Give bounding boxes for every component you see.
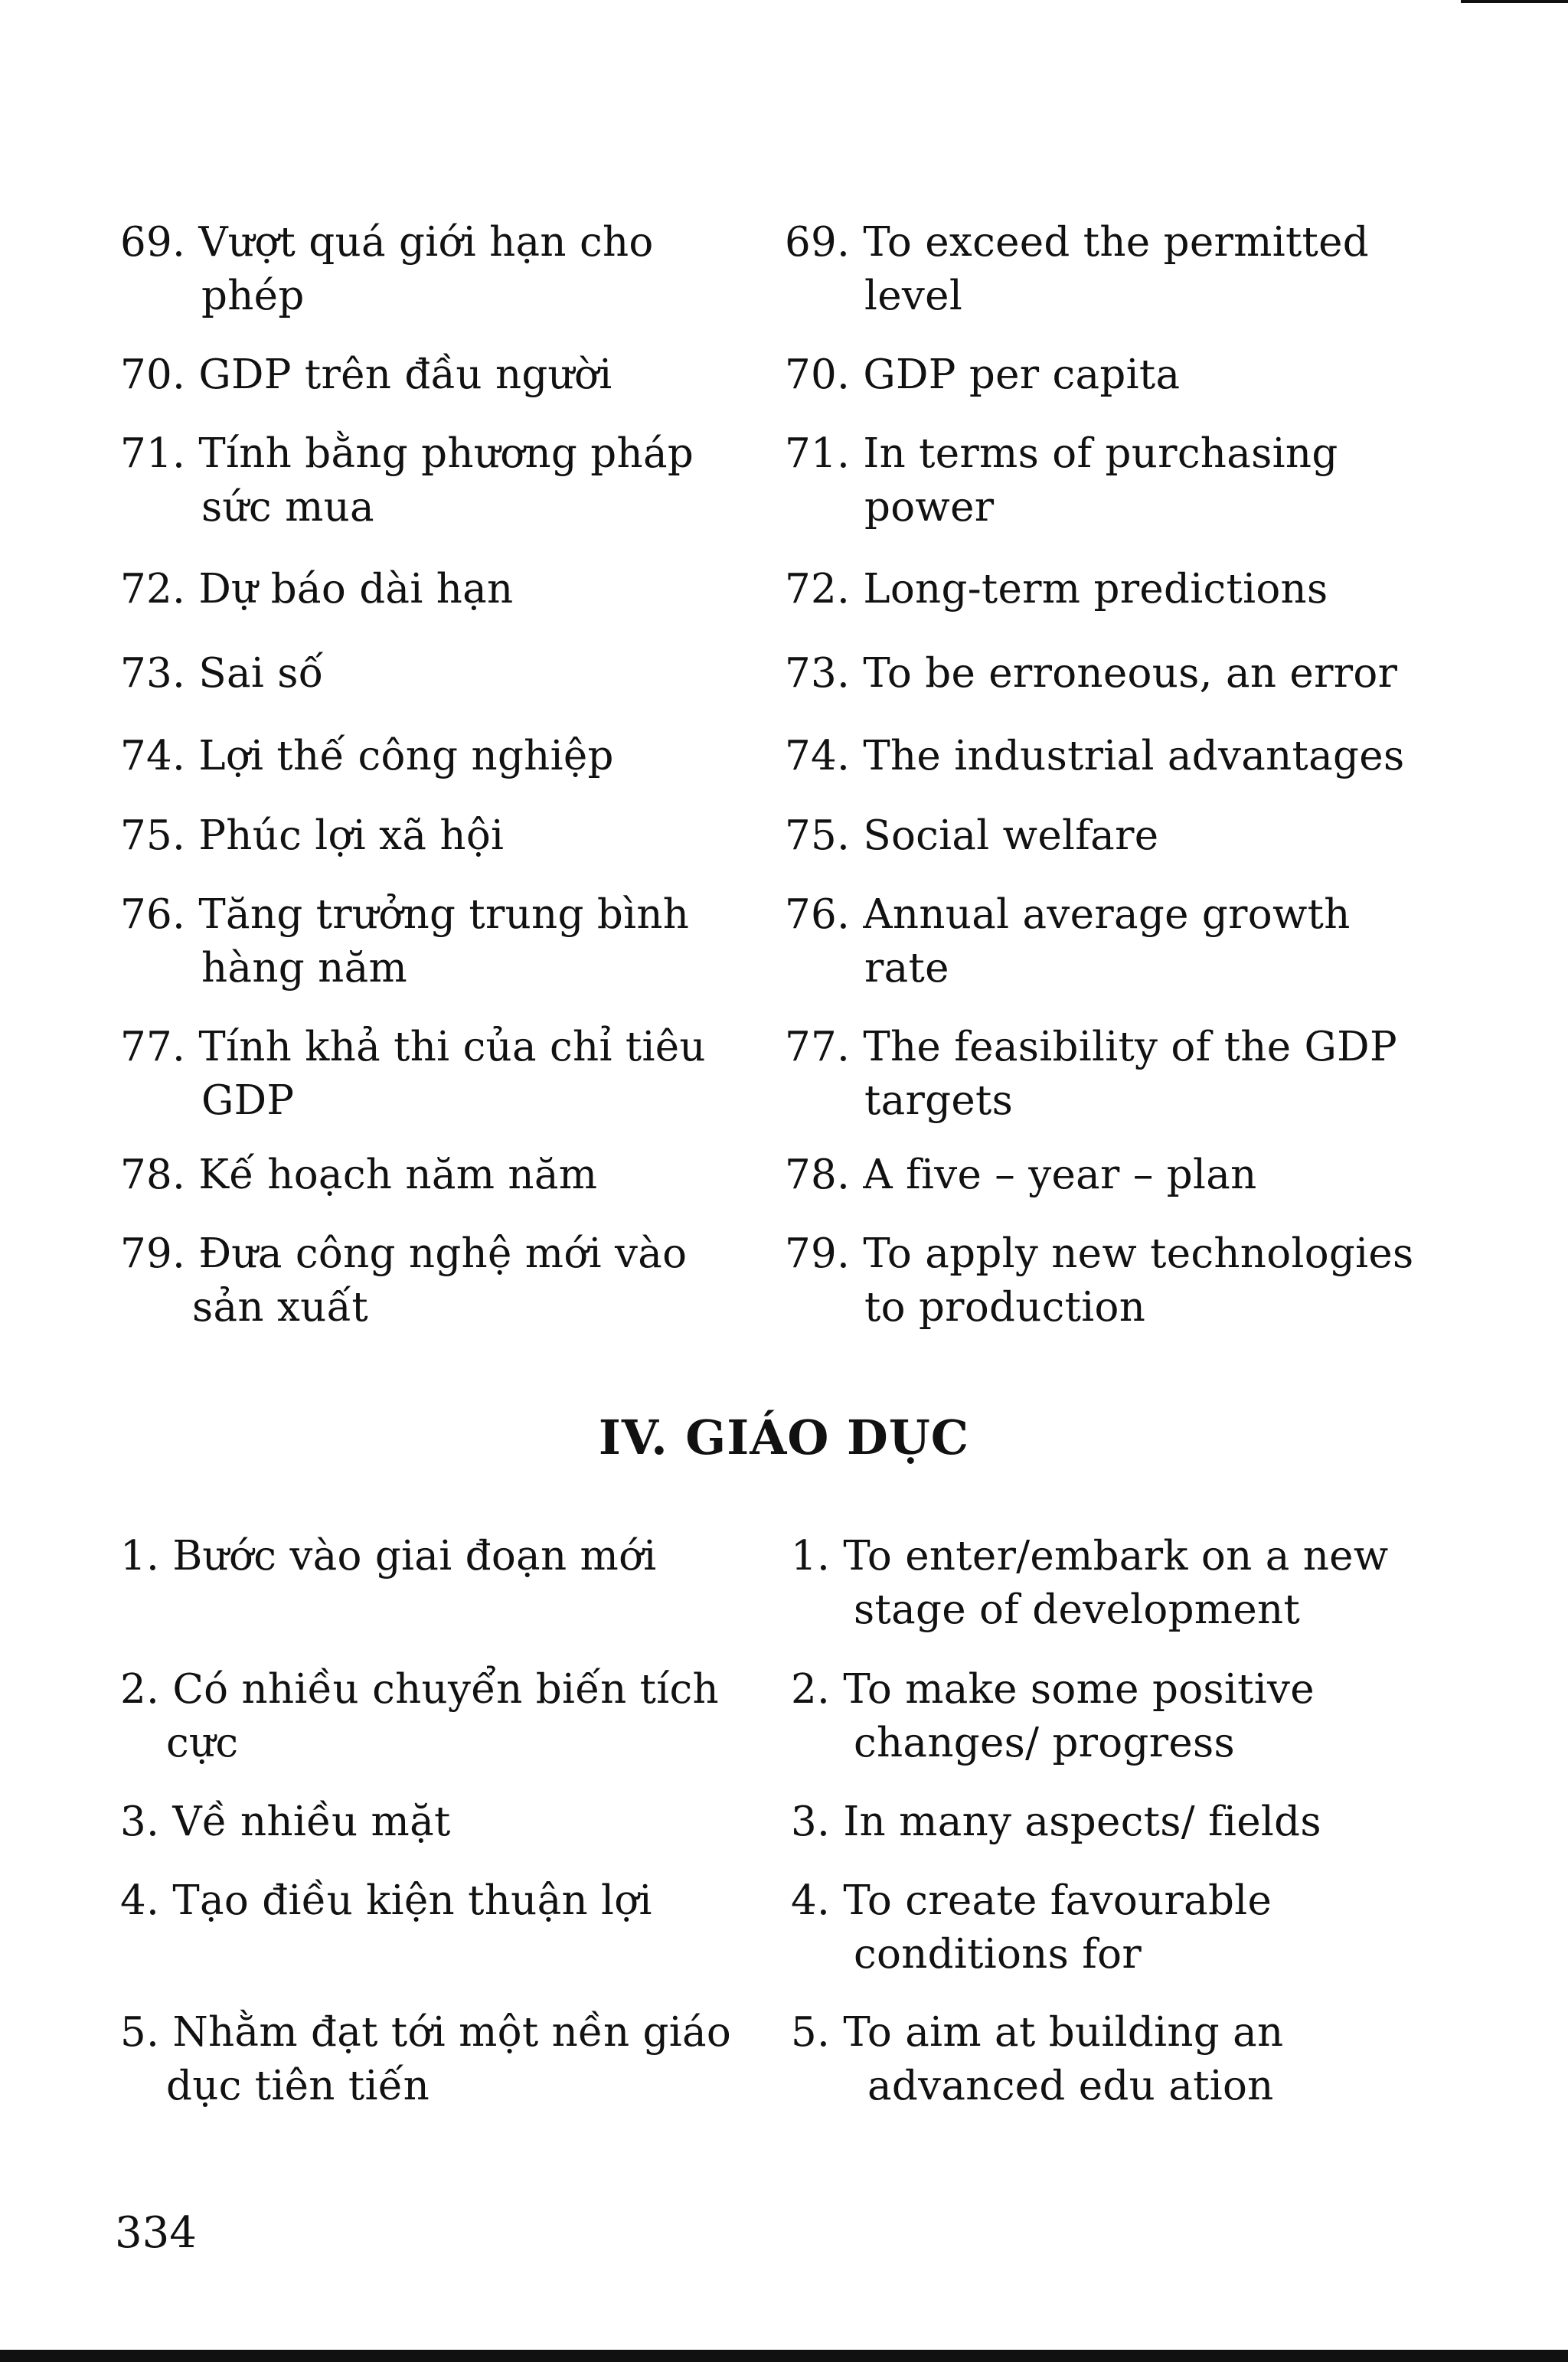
term-vi-75-line1: 75. Phúc lợi xã hội [120, 812, 505, 859]
term-vi-4 [120, 1874, 748, 1928]
term-vi-1 [120, 1530, 748, 1583]
term-en-4 [785, 1874, 1449, 1981]
term-en-2-line1: 2. To make some positive [791, 1666, 1315, 1713]
term-vi-78 [120, 1148, 748, 1202]
term-vi-69 [120, 216, 748, 323]
term-en-2-line2: changes/ progress [854, 1720, 1236, 1766]
term-vi-73 [120, 647, 748, 701]
term-vi-5-line2: dục tiên tiến [166, 2063, 430, 2109]
term-en-79-line1: 79. To apply new technologies [785, 1230, 1414, 1277]
term-vi-2-line2: cực [166, 1720, 239, 1766]
term-vi-2-line1: 2. Có nhiều chuyển biến tích [120, 1666, 719, 1713]
term-en-1 [785, 1530, 1449, 1637]
term-vi-79-line1: 79. Đưa công nghệ mới vào [120, 1230, 688, 1277]
term-en-4-line2: conditions for [854, 1931, 1142, 1978]
term-en-3 [785, 1795, 1449, 1849]
term-en-75 [785, 809, 1443, 863]
term-en-77-line1: 77. The feasibility of the GDP [785, 1024, 1397, 1070]
term-en-76-line2: rate [864, 945, 949, 992]
term-vi-77-line2: GDP [201, 1077, 295, 1124]
term-vi-71-line1: 71. Tính bằng phương pháp [120, 430, 694, 477]
term-vi-1-line1: 1. Bước vào giai đoạn mới [120, 1533, 657, 1580]
term-vi-3-line1: 3. Về nhiều mặt [120, 1798, 451, 1845]
term-en-69 [785, 216, 1443, 323]
term-en-5-line1: 5. To aim at building an [791, 2009, 1284, 2056]
term-vi-74-line1: 74. Lợi thế công nghiệp [120, 733, 614, 779]
term-vi-74 [120, 730, 748, 783]
term-vi-73-line1: 73. Sai số [120, 650, 324, 697]
term-en-71-line2: power [864, 484, 995, 531]
term-en-76-line1: 76. Annual average growth [785, 891, 1351, 938]
term-vi-72-line1: 72. Dự báo dài hạn [120, 566, 514, 613]
term-vi-71-line2: sức mua [201, 484, 374, 531]
term-vi-5 [120, 2006, 748, 2113]
term-en-1-line2: stage of development [854, 1586, 1301, 1633]
term-vi-79-line2: sản xuất [192, 1284, 368, 1331]
term-en-79-line2: to production [864, 1284, 1146, 1331]
term-vi-72 [120, 563, 748, 616]
term-vi-5-line1: 5. Nhằm đạt tới một nền giáo [120, 2009, 732, 2056]
term-en-71 [785, 427, 1443, 534]
section-heading: IV. GIÁO DỤC [598, 1410, 970, 1465]
term-en-3-line1: 3. In many aspects/ fields [791, 1798, 1321, 1845]
term-en-2 [785, 1663, 1449, 1770]
term-vi-70 [120, 348, 748, 402]
top-rule [1461, 0, 1568, 3]
term-en-4-line1: 4. To create favourable [791, 1877, 1272, 1924]
term-en-72 [785, 563, 1443, 616]
term-en-73-line1: 73. To be erroneous, an error [785, 650, 1398, 697]
term-en-69-line1: 69. To exceed the permitted [785, 219, 1370, 266]
term-en-5-line2: advanced edu ation [867, 2063, 1274, 2109]
page-number: 334 [115, 2208, 197, 2258]
term-vi-76 [120, 888, 748, 995]
term-en-71-line1: 71. In terms of purchasing [785, 430, 1338, 477]
term-en-77 [785, 1021, 1443, 1128]
term-vi-69-line1: 69. Vượt quá giới hạn cho [120, 219, 654, 266]
term-vi-78-line1: 78. Kế hoạch năm năm [120, 1152, 598, 1198]
term-vi-69-line2: phép [201, 273, 305, 319]
term-en-70 [785, 348, 1443, 402]
term-en-76 [785, 888, 1443, 995]
term-vi-4-line1: 4. Tạo điều kiện thuận lợi [120, 1877, 652, 1924]
term-vi-77-line1: 77. Tính khả thi của chỉ tiêu [120, 1024, 706, 1070]
term-vi-76-line1: 76. Tăng trưởng trung bình [120, 891, 690, 938]
term-vi-70-line1: 70. GDP trên đầu người [120, 351, 612, 398]
term-vi-79 [120, 1227, 748, 1335]
term-en-79 [785, 1227, 1443, 1335]
term-en-5 [785, 2006, 1449, 2113]
term-en-78-line1: 78. A five – year – plan [785, 1152, 1257, 1198]
term-en-72-line1: 72. Long-term predictions [785, 566, 1328, 613]
term-en-77-line2: targets [864, 1077, 1014, 1124]
term-en-73 [785, 647, 1443, 701]
term-vi-77 [120, 1021, 748, 1128]
term-en-1-line1: 1. To enter/embark on a new [791, 1533, 1389, 1580]
term-en-70-line1: 70. GDP per capita [785, 351, 1181, 398]
term-vi-2 [120, 1663, 748, 1770]
term-en-74 [785, 730, 1443, 783]
term-en-74-line1: 74. The industrial advantages [785, 733, 1405, 779]
bottom-rule [0, 2350, 1568, 2362]
term-en-69-line2: level [864, 273, 963, 319]
term-en-75-line1: 75. Social welfare [785, 812, 1159, 859]
term-vi-3 [120, 1795, 748, 1849]
term-vi-76-line2: hàng năm [201, 945, 408, 992]
term-vi-71 [120, 427, 748, 534]
term-vi-75 [120, 809, 748, 863]
term-en-78 [785, 1148, 1443, 1202]
